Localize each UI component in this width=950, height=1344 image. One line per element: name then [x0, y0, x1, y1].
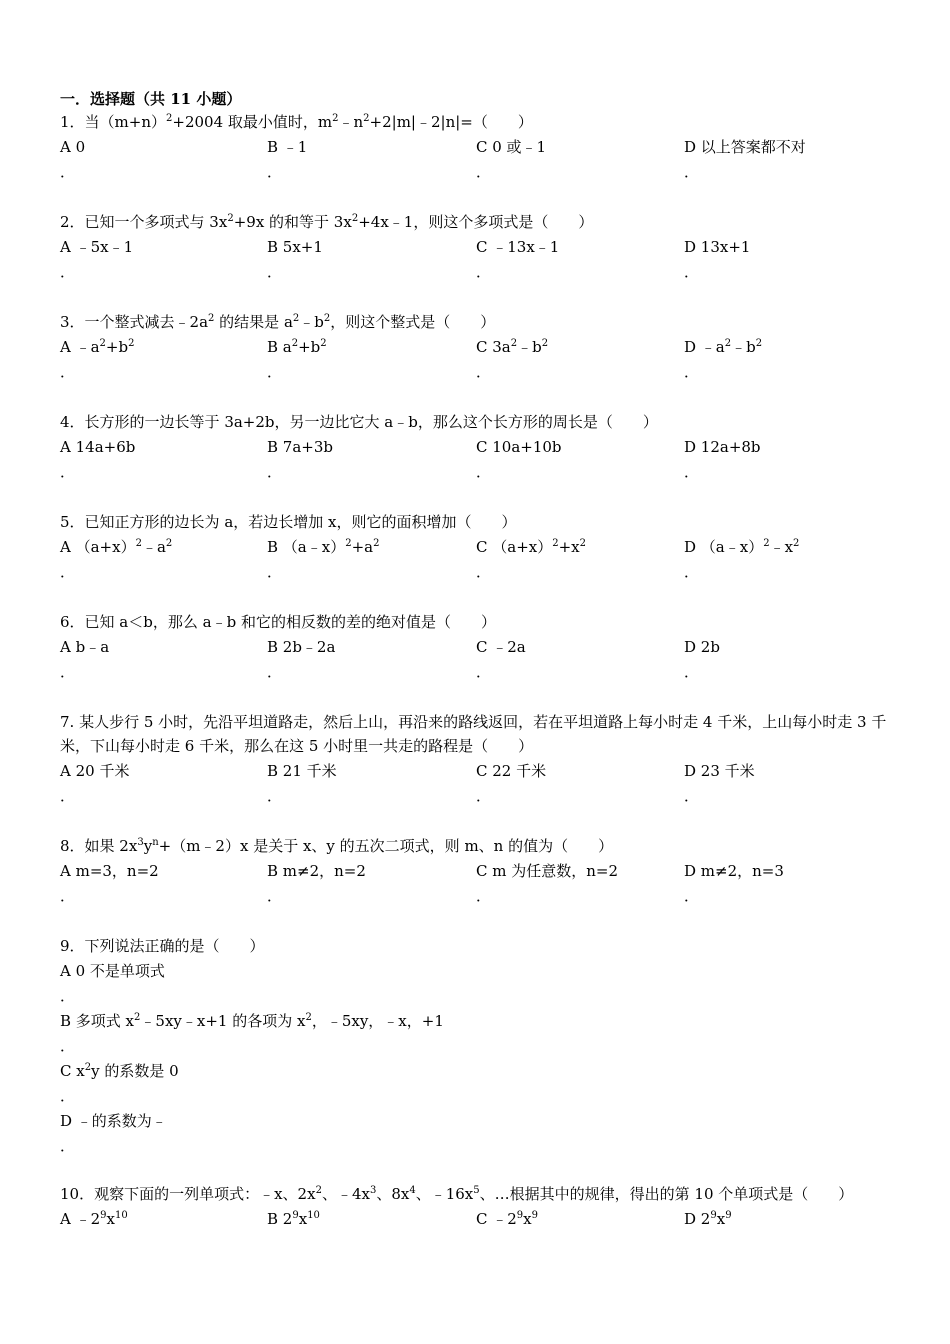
option-text: D ﹣的系数为﹣ — [60, 1112, 167, 1130]
option-text: C $(a+x)^2+x^2$ — [476, 538, 586, 556]
option-text: A 0 不是单项式 — [60, 962, 165, 980]
option-dot: ． — [684, 563, 700, 581]
option-text: B 7a+3b — [267, 438, 333, 456]
option-b — [267, 634, 335, 684]
option-dot: ． — [267, 263, 283, 281]
option-dot: ． — [267, 163, 283, 181]
option-d — [684, 134, 806, 184]
option-d — [684, 634, 720, 684]
option-dot: ． — [267, 363, 283, 381]
option-dot: ． — [60, 1087, 76, 1105]
option-dot: ． — [60, 1137, 76, 1155]
option-dot: ． — [60, 663, 76, 681]
option-c — [476, 858, 618, 908]
question-9 — [60, 934, 900, 1158]
option-text: D 2b — [684, 638, 720, 656]
option-dot: ． — [267, 663, 283, 681]
option-dot: ． — [684, 163, 700, 181]
option-text: C m 为任意数，n=2 — [476, 862, 619, 880]
option-dot: ． — [267, 787, 283, 805]
option-text: D $﹣a^2﹣b^2$ — [684, 338, 763, 356]
option-b — [60, 1008, 900, 1058]
option-text: B 2b﹣2a — [267, 638, 336, 656]
option-text: A 20 千米 — [60, 762, 130, 780]
option-text: D m≠2，n=3 — [684, 862, 784, 880]
option-dot: ． — [684, 663, 700, 681]
question-list — [60, 110, 900, 1232]
question-stem: 5．已知正方形的边长为 a，若边长增加 x，则它的面积增加（ ） — [60, 513, 517, 531]
question-5 — [60, 510, 900, 586]
option-b — [267, 334, 327, 384]
option-text: C ﹣2a — [476, 638, 526, 656]
option-d — [684, 434, 761, 484]
option-dot: ． — [684, 363, 700, 381]
option-dot: ． — [476, 563, 492, 581]
option-b — [267, 858, 366, 908]
option-text: D $(a﹣x)^2﹣x^2$ — [684, 538, 800, 556]
option-dot: ． — [476, 363, 492, 381]
option-b — [267, 234, 323, 284]
option-dot: ． — [60, 787, 76, 805]
question-4 — [60, 410, 900, 486]
options-row — [60, 858, 900, 910]
option-text: B ﹣1 — [267, 138, 308, 156]
option-text: B 21 千米 — [267, 762, 337, 780]
option-text: C $﹣2^9x^9$ — [476, 1210, 539, 1228]
question-2 — [60, 210, 900, 286]
section-title: 一．选择题（共 11 小题） — [60, 90, 242, 108]
option-dot: ． — [267, 887, 283, 905]
option-a — [60, 234, 133, 284]
option-dot: ． — [684, 887, 700, 905]
options-row — [60, 434, 900, 486]
options-row — [60, 758, 900, 810]
option-d — [684, 234, 750, 284]
option-a — [60, 634, 109, 684]
option-dot: ． — [476, 163, 492, 181]
option-text: C $x^2y$ 的系数是 0 — [60, 1062, 179, 1080]
question-10 — [60, 1182, 900, 1232]
question-stem: 9．下列说法正确的是（ ） — [60, 937, 265, 955]
option-b — [267, 434, 333, 484]
option-d — [684, 758, 755, 808]
option-text: C $3a^2﹣b^2$ — [476, 338, 549, 356]
option-text: A $﹣2^9x^{10}$ — [60, 1210, 128, 1228]
option-dot: ． — [684, 263, 700, 281]
option-text: B $2^9x^{10}$ — [267, 1210, 320, 1228]
option-a — [60, 1206, 128, 1232]
option-dot: ． — [60, 263, 76, 281]
option-c — [476, 1206, 538, 1232]
option-text: B $a^2+b^2$ — [267, 338, 327, 356]
option-text: C 10a+10b — [476, 438, 562, 456]
option-a — [60, 958, 900, 1008]
question-stem: 10．观察下面的一列单项式：﹣x、$2x^2$、$﹣4x^3$、$8x^4$、$﹣16x^5$、…根据其中的规律，得出的第 10 个单项式是（ ） — [60, 1185, 854, 1203]
option-dot: ． — [267, 563, 283, 581]
options-row — [60, 334, 900, 386]
option-text: D $2^9x^9$ — [684, 1210, 732, 1228]
option-a — [60, 134, 85, 184]
option-text: B $(a﹣x)^2+a^2$ — [267, 538, 380, 556]
option-a — [60, 534, 172, 584]
question-3 — [60, 310, 900, 386]
option-dot: ． — [60, 363, 76, 381]
option-b — [267, 1206, 320, 1232]
option-c — [476, 434, 562, 484]
option-dot: ． — [60, 1037, 76, 1055]
option-text: D 13x+1 — [684, 238, 751, 256]
options-row — [60, 634, 900, 686]
options-row — [60, 234, 900, 286]
option-d — [684, 534, 799, 584]
option-a — [60, 434, 135, 484]
option-a — [60, 758, 129, 808]
option-dot: ． — [267, 463, 283, 481]
options-row — [60, 1206, 900, 1232]
option-dot: ． — [60, 563, 76, 581]
option-dot: ． — [684, 463, 700, 481]
options-row — [60, 134, 900, 186]
option-dot: ． — [60, 887, 76, 905]
option-d — [60, 1108, 900, 1158]
option-text: C 22 千米 — [476, 762, 547, 780]
option-text: A ﹣5x﹣1 — [60, 238, 134, 256]
option-c — [476, 758, 546, 808]
option-text: B 5x+1 — [267, 238, 323, 256]
option-text: D 12a+8b — [684, 438, 761, 456]
option-dot: ． — [476, 787, 492, 805]
option-text: A m=3，n=2 — [60, 862, 159, 880]
question-stem: 7. 某人步行 5 小时，先沿平坦道路走，然后上山，再沿来的路线返回，若在平坦道路上每小时走 4 千米，上山每小时走 3 千米，下山每小时走 6 千米，那么在这 5 小时里一共走的路程是（ ） — [60, 713, 887, 755]
question-stem: 6．已知 a＜b，那么 a﹣b 和它的相反数的差的绝对值是（ ） — [60, 613, 496, 631]
option-text: B m≠2，n=2 — [267, 862, 366, 880]
option-dot: ． — [476, 887, 492, 905]
option-c — [476, 534, 586, 584]
option-text: A 0 — [60, 138, 86, 156]
option-dot: ． — [476, 463, 492, 481]
question-stem: 2．已知一个多项式与 $3x^2+9x$ 的和等于 $3x^2+4x﹣1$，则这个多项式是（ ） — [60, 213, 594, 231]
question-stem: 8．如果 $2x^3y^n+(m﹣2)x$ 是关于 x、y 的五次二项式，则 m、n 的值为（ ） — [60, 837, 614, 855]
option-dot: ． — [60, 163, 76, 181]
option-dot: ． — [60, 463, 76, 481]
question-8 — [60, 834, 900, 910]
exam-page — [60, 88, 900, 1232]
question-stem: 4．长方形的一边长等于 3a+2b，另一边比它大 a﹣b，那么这个长方形的周长是（ ） — [60, 413, 658, 431]
option-dot: ． — [684, 787, 700, 805]
option-c — [476, 234, 559, 284]
option-c — [476, 634, 526, 684]
option-dot: ． — [476, 663, 492, 681]
option-d — [684, 858, 784, 908]
option-c — [476, 334, 548, 384]
option-a — [60, 334, 134, 384]
options-row — [60, 534, 900, 586]
option-text: A $﹣a^2+b^2$ — [60, 338, 135, 356]
option-dot: ． — [476, 263, 492, 281]
option-c — [60, 1058, 900, 1108]
option-c — [476, 134, 546, 184]
option-a — [60, 858, 159, 908]
option-dot: ． — [60, 987, 76, 1005]
option-text: D 23 千米 — [684, 762, 755, 780]
option-text: A 14a+6b — [60, 438, 136, 456]
option-text: B 多项式 $x^2﹣5xy﹣x+1$ 的各项为 $x^2$，﹣5xy，﹣x，+1 — [60, 1012, 444, 1030]
option-text: D 以上答案都不对 — [684, 138, 806, 156]
option-text: A b﹣a — [60, 638, 110, 656]
option-text: C ﹣13x﹣1 — [476, 238, 560, 256]
question-1 — [60, 110, 900, 186]
option-b — [267, 758, 337, 808]
question-stem: 1．当$(m+n)^2+2004$ 取最小值时，$m^2﹣n^2+2|m|﹣2|n|=$（ ） — [60, 113, 533, 131]
option-b — [267, 134, 307, 184]
option-d — [684, 1206, 732, 1232]
option-d — [684, 334, 762, 384]
question-6 — [60, 610, 900, 686]
option-b — [267, 534, 379, 584]
option-text: C 0 或﹣1 — [476, 138, 547, 156]
question-7 — [60, 710, 900, 810]
option-text: A $(a+x)^2﹣a^2$ — [60, 538, 173, 556]
question-stem: 3．一个整式减去$﹣2a^2$ 的结果是 $a^2﹣b^2$，则这个整式是（ ） — [60, 313, 496, 331]
